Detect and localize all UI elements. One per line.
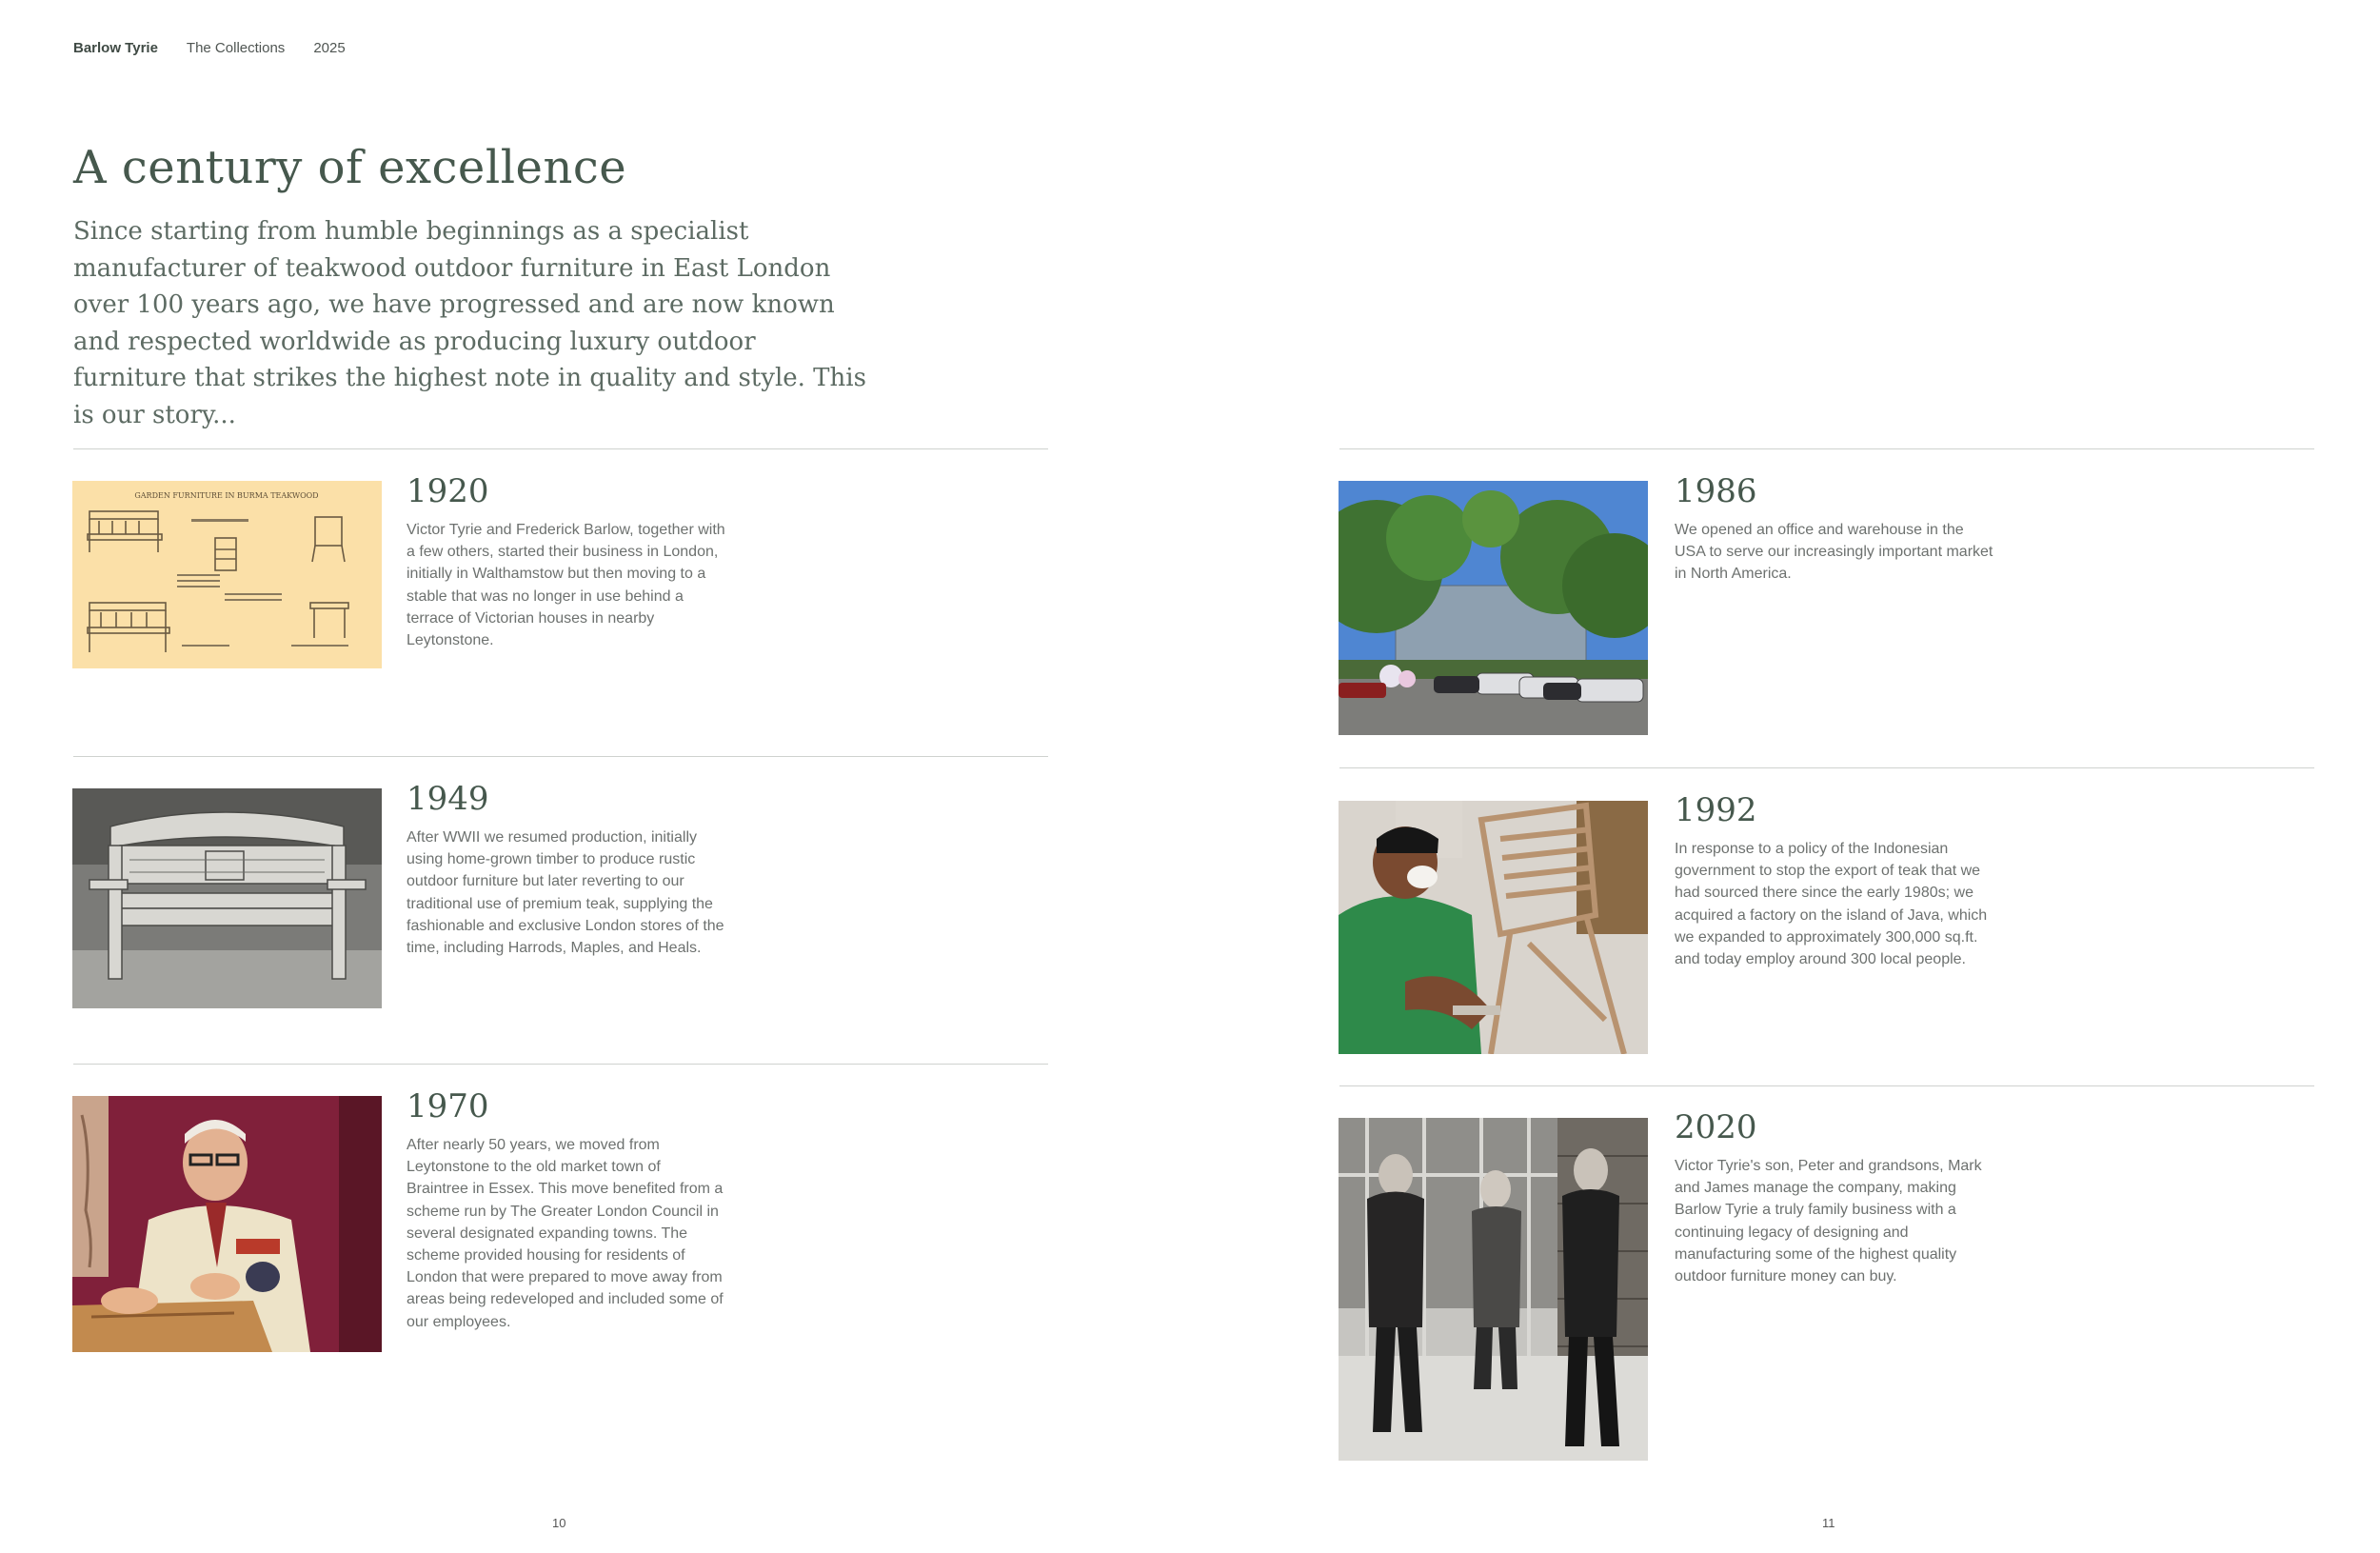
catalogue-illustration [72, 481, 382, 668]
year-heading: 2020 [1675, 1108, 1757, 1146]
divider [1339, 1085, 2314, 1086]
factory-photo-1992 [1339, 801, 1648, 1054]
year-heading: 1970 [407, 1087, 489, 1125]
page-number-right: 11 [1822, 1516, 1835, 1530]
year-heading: 1949 [407, 780, 489, 818]
office-photo-1986 [1339, 481, 1648, 735]
entry-description: In response to a policy of the Indonesian government to stop the export of teak that we had sourced there since the early 1980s; we acquired a factory on the island of Java, which we expanded to approximately 300,000 sq.ft. and today employ around 300 local people. [1675, 841, 1988, 968]
craftsman-photo-1970 [72, 1096, 382, 1352]
factory-worker-image [1339, 801, 1648, 1054]
divider [1339, 767, 2314, 768]
family-portrait-image [1339, 1118, 1648, 1461]
bench-photo-1949 [72, 788, 382, 1008]
divider [73, 756, 1048, 757]
entry-description: Victor Tyrie and Frederick Barlow, together with a few others, started their business in London, initially in Walthamstow but then moving to a stable that was no longer in use behind a terrace of Victorian houses in nearby Leytonstone. [407, 522, 725, 649]
catalogue-photo-1920 [72, 481, 382, 668]
divider [73, 448, 1048, 449]
divider [1339, 448, 2314, 449]
entry-description: After WWII we resumed production, initially using home-grown timber to produce rustic outdoor furniture but later reverting to our traditional use of premium teak, supplying the fashionable and exclusive London stores of the time, including Harrods, Maples, and Heals. [407, 829, 724, 957]
entry-description: We opened an office and warehouse in the USA to serve our increasingly important market in North America. [1675, 522, 1993, 583]
page-title: A century of excellence [73, 141, 627, 194]
catalogue-heading: GARDEN FURNITURE IN BURMA TEAKWOOD [134, 491, 319, 500]
office-building-image [1339, 481, 1648, 735]
section-name: The Collections [186, 40, 286, 56]
brand-name: Barlow Tyrie [73, 40, 158, 56]
year-heading: 1986 [1675, 472, 1757, 510]
running-header [73, 40, 346, 56]
year-heading: 1992 [1675, 791, 1757, 829]
entry-description: Victor Tyrie's son, Peter and grandsons, Mark and James manage the company, making Barlow Tyrie a truly family business with a continuing legacy of designing and manufacturing some of the highest quality outdoor furniture money can buy. [1675, 1158, 1982, 1285]
entry-description: After nearly 50 years, we moved from Leytonstone to the old market town of Braintree in Essex. This move benefited from a scheme run by The Greater London Council in several designated expanding towns. The scheme provided housing for residents of London that were prepared to move away from areas being redeveloped and included some of our employees. [407, 1137, 724, 1330]
wooden-bench-image [72, 788, 382, 1008]
edition-year: 2025 [313, 40, 346, 56]
page-number-left: 10 [552, 1516, 566, 1530]
family-photo-2020 [1339, 1118, 1648, 1461]
year-heading: 1920 [407, 472, 489, 510]
woodcarver-image [72, 1096, 382, 1352]
divider [73, 1064, 1048, 1065]
intro-paragraph: Since starting from humble beginnings as a specialist manufacturer of teakwood outdoor furniture in East London over 100 years ago, we have progressed and are now known and respected worldwide as producing luxury outdoor furniture that strikes the highest note in quality and style. This is our story... [73, 217, 866, 429]
